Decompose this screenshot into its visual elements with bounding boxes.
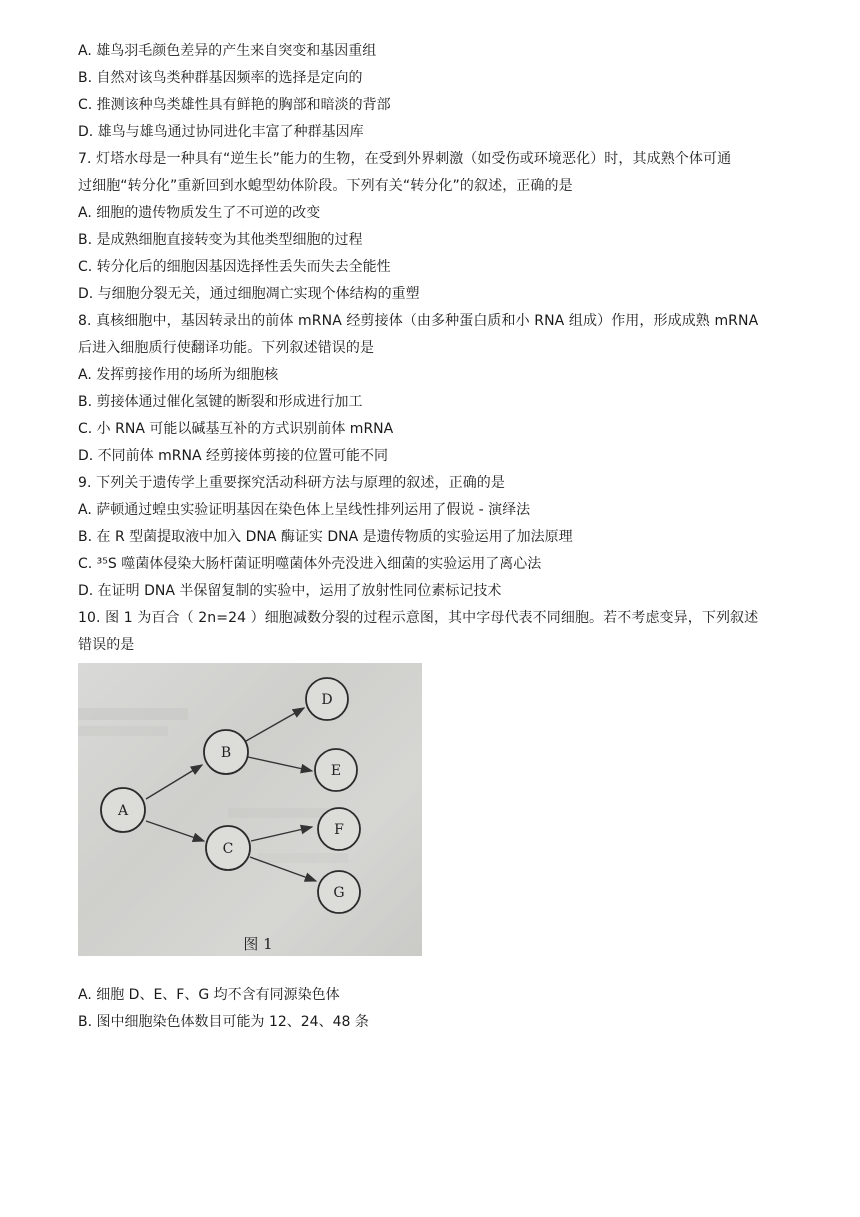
q8-option-d: D. 不同前体 mRNA 经剪接体剪接的位置可能不同 xyxy=(78,448,388,464)
q6-option-a: A. 雄鸟羽毛颜色差异的产生来自突变和基因重组 xyxy=(78,43,377,59)
q8-stem-line-1: 8. 真核细胞中，基因转录出的前体 mRNA 经剪接体（由多种蛋白质和小 RNA 组成）作用，形成成熟 mRNA xyxy=(78,313,759,329)
q7-option-b: B. 是成熟细胞直接转变为其他类型细胞的过程 xyxy=(78,232,363,248)
edge-c-f xyxy=(251,827,312,841)
edge-b-e xyxy=(248,757,312,771)
q8-option-b: B. 剪接体通过催化氢键的断裂和形成进行加工 xyxy=(78,394,363,410)
q7-stem-line-2: 过细胞“转分化”重新回到水螅型幼体阶段。下列有关“转分化”的叙述，正确的是 xyxy=(78,178,573,194)
node-label-c: C xyxy=(222,841,234,857)
q9-stem-line-1: 9. 下列关于遗传学上重要探究活动科研方法与原理的叙述，正确的是 xyxy=(78,475,506,491)
node-label-d: D xyxy=(321,692,333,708)
q10-option-b: B. 图中细胞染色体数目可能为 12、24、48 条 xyxy=(78,1014,369,1030)
node-c xyxy=(206,826,250,870)
q10-stem-line-1: 10. 图 1 为百合（ 2n=24 ）细胞减数分裂的过程示意图，其中字母代表不同细胞。若不考虑变异，下列叙述 xyxy=(78,610,759,626)
q9-option-d: D. 在证明 DNA 半保留复制的实验中，运用了放射性同位素标记技术 xyxy=(78,583,502,599)
node-label-e: E xyxy=(330,763,342,779)
node-e xyxy=(315,749,357,791)
node-d xyxy=(306,678,348,720)
meiosis-diagram xyxy=(78,663,422,956)
node-f xyxy=(318,808,360,850)
q8-option-a: A. 发挥剪接作用的场所为细胞核 xyxy=(78,367,279,383)
node-label-f: F xyxy=(334,822,344,838)
q6-option-d: D. 雄鸟与雄鸟通过协同进化丰富了种群基因库 xyxy=(78,124,364,140)
q9-option-b: B. 在 R 型菌提取液中加入 DNA 酶证实 DNA 是遗传物质的实验运用了加法原理 xyxy=(78,529,573,545)
q8-option-c: C. 小 RNA 可能以碱基互补的方式识别前体 mRNA xyxy=(78,421,394,437)
exam-page xyxy=(78,38,790,1036)
q9-option-c: C. ³⁵S 噬菌体侵染大肠杆菌证明噬菌体外壳没进入细菌的实验运用了离心法 xyxy=(78,556,542,572)
q7-option-c: C. 转分化后的细胞因基因选择性丢失而失去全能性 xyxy=(78,259,391,275)
q9-option-a: A. 萨顿通过蝗虫实验证明基因在染色体上呈线性排列运用了假说 - 演绎法 xyxy=(78,502,531,518)
edge-b-d xyxy=(246,708,304,741)
figure-caption: 图 1 xyxy=(243,935,273,953)
q8-stem-line-2: 后进入细胞质行使翻译功能。下列叙述错误的是 xyxy=(78,340,375,356)
q10-stem-line-2: 错误的是 xyxy=(78,637,135,653)
node-label-a: A xyxy=(117,803,129,819)
q6-option-c: C. 推测该种鸟类雄性具有鲜艳的胸部和暗淡的背部 xyxy=(78,97,391,113)
edge-a-b xyxy=(146,765,202,799)
edge-a-c xyxy=(146,821,204,841)
q6-option-b: B. 自然对该鸟类种群基因频率的选择是定向的 xyxy=(78,70,363,86)
node-g xyxy=(318,871,360,913)
q10-option-a: A. 细胞 D、E、F、G 均不含有同源染色体 xyxy=(78,987,340,1003)
node-label-b: B xyxy=(220,745,232,761)
q7-stem-line-1: 7. 灯塔水母是一种具有“逆生长”能力的生物，在受到外界刺激（如受伤或环境恶化）时，其成熟个体可通 xyxy=(78,151,732,167)
meiosis-diagram-photo xyxy=(78,663,422,956)
q7-option-a: A. 细胞的遗传物质发生了不可逆的改变 xyxy=(78,205,321,221)
q7-option-d: D. 与细胞分裂无关，通过细胞凋亡实现个体结构的重塑 xyxy=(78,286,420,302)
node-label-g: G xyxy=(333,885,345,901)
node-a xyxy=(101,788,145,832)
node-b xyxy=(204,730,248,774)
